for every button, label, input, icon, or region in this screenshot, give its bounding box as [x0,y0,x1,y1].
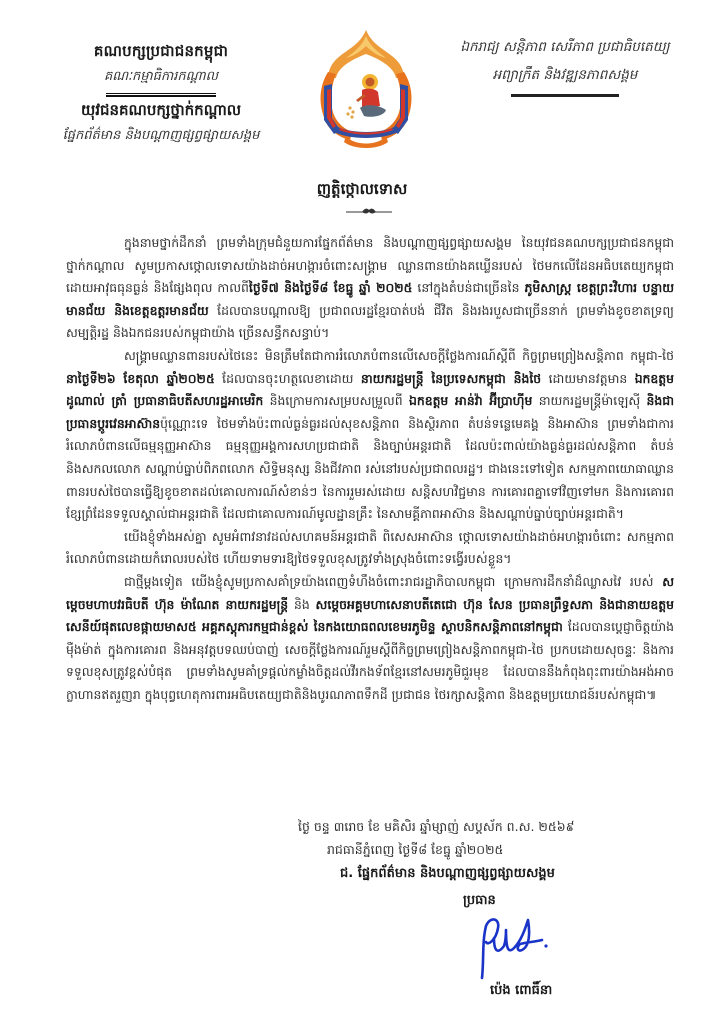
emphasized-text: ឯកឧត្តម អាន់វ៉ា អ៊ីប្រាហ៊ីម [408,393,533,409]
paragraph-text: ដែលបានចុះហត្ថលេខាដោយ [214,370,361,386]
youth-organization-name: យុវជនគណបក្សថ្នាក់កណ្តាល [80,101,242,119]
emphasized-text: ភូមិសាស្ត្រ ខេត្តព្រះវិហារ បន្ទាយមានជ័យ និងខេត្តឧត្តរមានជ័យ [66,280,675,318]
paragraph-text: នាយករដ្ឋមន្ត្រីម៉ាឡេស៊ី [532,393,647,409]
signer-name: ប៉េង ពោធិ៍នា [490,983,553,998]
paragraph-text: ដោយមានវត្តមាន [541,370,635,386]
national-motto-line2: អព្យាក្រឹត និងវឌ្ឍនភាពសង្គម [492,67,638,83]
paragraph-text: និង [288,596,316,612]
statement-paragraph [66,345,674,526]
emphasized-text: សម្តេចអគ្គមហាសេនាបតីតេជោ ហ៊ុន សែន ប្រធានព្រឹទ្ធសភា និងជានាយឧត្តមសេនីយ៍ផុតលេខផ្កាយមាស៥ អគ្គភស្តុភារកម្មជាន់ខ្ពស់ នៃកងយោធពលខេមរភូមិន្ទ ស្ថាបនិកសន្តិភាពនៅកម្ពុជា [66,596,674,635]
emphasized-text: នាថ្ងៃទី២៦ ខែតុលា ឆ្នាំ២០២៥ [66,370,215,386]
signing-department: ជ. ផ្នែកព័ត៌មាន និងបណ្តាញផ្សព្វផ្សាយសង្គម [340,866,555,881]
emphasized-text: ថ្ងៃទី៧ និងថ្ងៃទី៨ ខែធ្នូ ឆ្នាំ ២០២៥ [248,280,413,296]
header-divider [106,93,216,97]
paragraph-text: ជាថ្មីម្តងទៀត យើងខ្ញុំសូមប្រកាសគាំទ្រយ៉ាងពេញទំហឹងចំពោះរាជរដ្ឋាភិបាលកម្ពុជា ក្រោមការដឹកនាំដ៏ឈ្លាសវៃ របស់ [124,573,663,589]
statement-body [66,232,674,706]
statement-paragraph [66,571,674,707]
cpp-party-emblem-icon [310,22,422,150]
lunar-date: ថ្ងៃ ចន្ទ ៣រោច ខែ មគិសិរ ឆ្នាំម្សាញ់ សប្តស័ក ព.ស. ២៥៦៩ [298,819,575,834]
emphasized-text: សម្តេចមហាបវរធិបតី ហ៊ុន ម៉ាណែត នាយករដ្ឋមន្ត្រី [66,573,674,612]
paragraph-text: ប៉ុណ្ណោះទេ ថៃមទាំងប៉ះពាល់ធ្ងន់ធ្ងរដល់សុខសន្តិភាព និងស្ថិរភាព តំបន់ទន្លេមេគង្គ និងអាស៊ាន ព្រមទាំងជាការរំលោភបំពានលើធម្មនុញ្ញអាស៊ាន ធម្មនុញ្ញអង្គការសហប្រជាជាតិ និងច្បាប់អន្តរជាតិ ដែលប៉ះពាល់យ៉ាងធ្ងន់ធ្ងរដល់សន្តិភាព តំបន់ និងសកលលោក សណ្តាប់ធ្នាប់ពិភពលោក សិទ្ធិមនុស្ស និងជីវភាព រស់នៅរបស់ប្រជាពលរដ្ឋ។ ជាងនេះទៅទៀត សកម្មភាពយោធាឈ្លានពានរបស់ថៃបានធ្វើឱ្យខូចខាតដល់គោលការណ៍សំខាន់ៗ នៃការរួមរស់ដោយ សន្តិសហវិជ្ជមាន ការគោរពគ្នាទៅវិញទៅមក និងការគោរពខ្សែព្រំដែនទទួលស្គាល់ជាអន្តរជាតិ ដែលជាគោលការណ៍មូលដ្ឋានគ្រឹះ នៃសាមគ្គីភាពអាស៊ាន និងសណ្តាប់ធ្នាប់ច្បាប់អន្តរជាតិ។ [66,415,674,522]
header-right-block [440,38,690,97]
emphasized-text: នាយករដ្ឋមន្ត្រី នៃប្រទេសកម្ពុជា និងថៃ [360,370,542,386]
handwritten-signature-icon [472,912,582,982]
ornamental-divider-icon [346,206,392,216]
statement-paragraph [66,526,674,571]
committee-name: គណៈកម្មាធិការកណ្តាល [103,69,219,84]
paragraph-text: នៅក្នុងតំបន់ជាច្រើននៃ [412,280,525,296]
paragraph-text: សង្គ្រាមឈ្លានពានរបស់ថៃនេះ មិនត្រឹមតែជាការរំលោភបំពានលើសេចក្តីថ្លែងការណ៍ស្តីពី កិច្ចព្រមព្រៀងសន្តិភាព កម្ពុជា-ថៃ [124,347,674,363]
statement-paragraph [66,232,674,345]
emphasized-text: ឯកឧត្តម ដូណាល់ ត្រាំ ប្រធានាធិបតីសហរដ្ឋអាមេរិក [66,370,675,409]
paragraph-text: ដែលបានប្តេជ្ញាចិត្តយ៉ាងម៉ឺងម៉ាត់ ក្នុងការគោរព និងអនុវត្តបទឈប់បាញ់ សេចក្តីថ្លែងការណ៍រួមស្តីពីកិច្ចព្រមព្រៀងសន្តិភាពកម្ពុជា-ថៃ ប្រកបដោយសុចន្ទៈ និងការទទួលខុសត្រូវខ្ពស់បំផុត ព្រមទាំងសូមគាំទ្រផ្តល់កម្លាំងចិត្តដល់វីរកងទ័ពខ្មែរនៅសមរភូមិជួរមុខ ដែលបាននឹងកំពុងពុះពារយ៉ាងអង់អាចក្លាហានឥតរួញរា ក្នុងបុព្វហេតុការពារអធិបតេយ្យជាតិនិងបូរណភាពទឹកដី ប្រជាជន ថៃរក្សាសន្តិភាព និងឧត្តមប្រយោជន៍របស់កម្ពុជា៕ [66,619,674,702]
solar-date: រាជធានីភ្នំពេញ ថ្ងៃទី៨ ខែធ្នូ ឆ្នាំ២០២៥ [327,842,504,857]
document-title: ញត្តិថ្កោលទោស [316,180,408,198]
header-left-block [50,42,272,146]
paragraph-text: និងក្រោមការសម្របសម្រួលពី [263,393,409,409]
emphasized-text: និងជាប្រធានប្តូរវេនអាស៊ាន [66,393,675,431]
motto-divider [511,94,619,97]
paragraph-text: យើងខ្ញុំទាំងអស់គ្នា សូមអំពាវនាវដល់សហគមន៍អន្តរជាតិ ពិសេសអាស៊ាន ថ្កោលទោសយ៉ាងដាច់អហង្ការចំពោះ សកម្មភាពរំលោភបំពានដោយកំរោលរបស់ថៃ ហើយទាមទារឱ្យថៃទទួលខុសត្រូវទាំងស្រុងចំពោះទង្វើរបស់ខ្លួន។ [66,528,674,567]
paragraph-text: ដែលបានបណ្តាលឱ្យ ប្រជាពលរដ្ឋខ្មែរបាត់បង់ ជីវិត និងរងរបួសជាច្រើននាក់ ព្រមទាំងខូចខាតទ្រព្យសម្បត្តិរដ្ឋ និងឯកជនរបស់កម្ពុជាយ៉ាង ច្រើនសន្ធឹកសន្ធាប់។ [66,302,674,341]
paragraph-text: ក្នុងនាមថ្នាក់ដឹកនាំ ព្រមទាំងក្រុមជំនួយការផ្នែកព័ត៌មាន និងបណ្តាញផ្សព្វផ្សាយសង្គម នៃយុវជនគណបក្សប្រជាជនកម្ពុជាថ្នាក់កណ្តាល សូមប្រកាសថ្កោលទោសយ៉ាងដាច់អហង្ការចំពោះសង្គ្រាម ឈ្លានពានយ៉ាងគឃ្លើនរបស់ ថៃមកលើដែនអធិបតេយ្យកម្ពុជា ដោយអាវុធធុនធ្ងន់ និងផ្សែងពុល កាលពី [66,235,674,296]
national-motto-line1: ឯករាជ្យ សន្តិភាព សេរីភាព ប្រជាធិបតេយ្យ [460,39,670,55]
party-name: គណបក្សប្រជាជនកម្ពុជា [93,42,229,60]
signer-role: ប្រធាន [463,893,496,908]
department-name: ផ្នែកព័ត៌មាន និងបណ្តាញផ្សព្វផ្សាយសង្គម [62,128,260,143]
